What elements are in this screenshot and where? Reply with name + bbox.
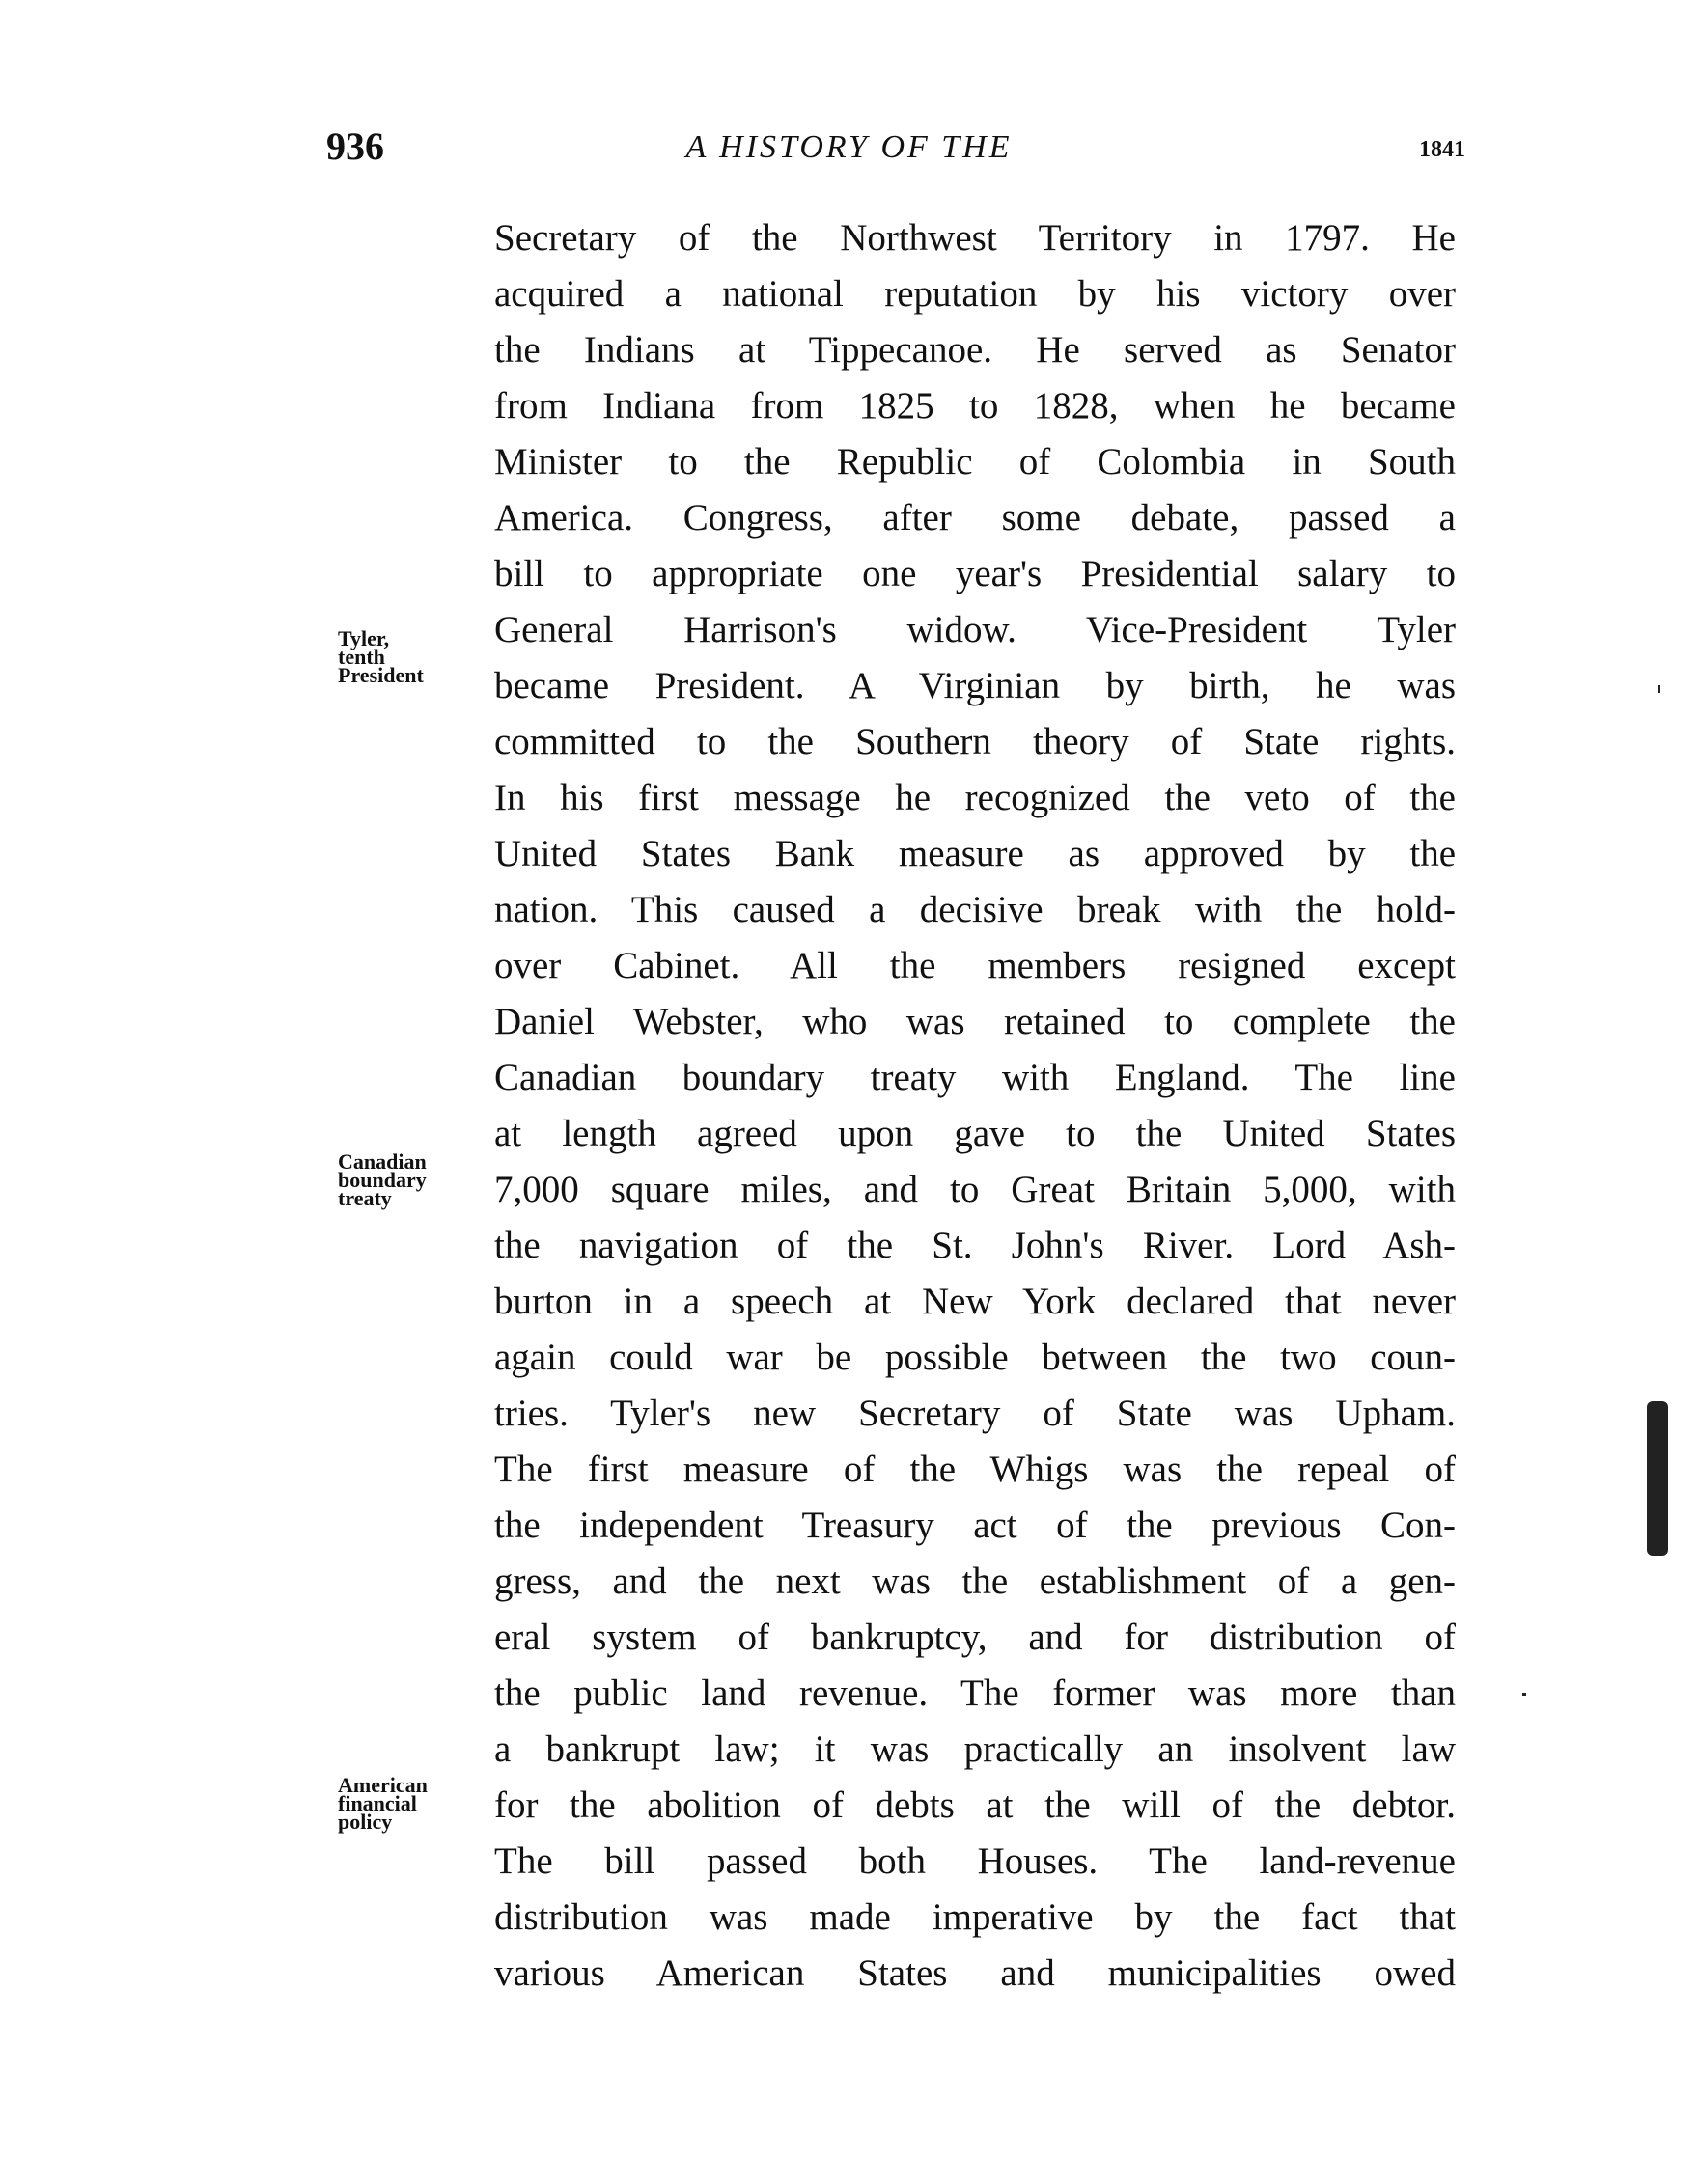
text-line: the navigation of the St. John's River. Lord Ash- — [494, 1225, 1456, 1266]
text-line: Minister to the Republic of Colombia in South — [494, 441, 1456, 483]
text-line: over Cabinet. All the members resigned except — [494, 945, 1456, 986]
note-line: Tyler, — [338, 626, 390, 650]
text-line: In his first message he recognized the veto of the — [494, 777, 1456, 818]
text-line: the public land revenue. The former was more than — [494, 1673, 1456, 1714]
note-line: tenth — [338, 645, 385, 669]
text-line: again could war be possible between the two coun- — [494, 1337, 1456, 1378]
scan-speck — [1522, 1693, 1526, 1696]
text-line: acquired a national reputation by his victory over — [494, 273, 1456, 315]
note-line: President — [338, 663, 424, 687]
scan-artifact — [1647, 1401, 1668, 1556]
text-line: at length agreed upon gave to the United States — [494, 1113, 1456, 1154]
text-line: 7,000 square miles, and to Great Britain 5,000, with — [494, 1169, 1456, 1210]
text-line: Canadian boundary treaty with England. The line — [494, 1057, 1456, 1098]
note-line: treaty — [338, 1186, 392, 1210]
text-line: from Indiana from 1825 to 1828, when he became — [494, 385, 1456, 427]
text-line: America. Congress, after some debate, passed a — [494, 497, 1456, 539]
text-line: a bankrupt law; it was practically an insolvent law — [494, 1728, 1456, 1770]
body-text — [494, 210, 1456, 2002]
scan-speck — [1658, 685, 1660, 693]
text-line: for the abolition of debts at the will of the debtor. — [494, 1784, 1456, 1826]
text-line: The first measure of the Whigs was the repeal of — [494, 1449, 1456, 1490]
margin-note-financial-policy — [338, 1773, 428, 1834]
running-title: A HISTORY OF THE — [685, 129, 1013, 165]
text-line: Daniel Webster, who was retained to complete the — [494, 1001, 1456, 1042]
text-line: the Indians at Tippecanoe. He served as Senator — [494, 329, 1456, 371]
text-line: General Harrison's widow. Vice-President Tyler — [494, 609, 1456, 650]
text-line: The bill passed both Houses. The land-revenue — [494, 1840, 1456, 1882]
page-number: 936 — [326, 124, 384, 168]
text-line: gress, and the next was the establishment of a gen- — [494, 1561, 1456, 1602]
text-line: bill to appropriate one year's Presidential salary to — [494, 553, 1456, 594]
text-line: eral system of bankruptcy, and for distribution of — [494, 1617, 1456, 1658]
note-line: boundary — [338, 1168, 427, 1192]
text-line: committed to the Southern theory of State rights. — [494, 721, 1456, 762]
margin-note-canadian-boundary — [338, 1149, 427, 1210]
text-line: the independent Treasury act of the previous Con- — [494, 1505, 1456, 1546]
text-line: various American States and municipalities owed — [494, 1952, 1456, 1994]
text-line: United States Bank measure as approved by the — [494, 833, 1456, 874]
text-line: became President. A Virginian by birth, he was — [494, 665, 1456, 706]
note-line: policy — [338, 1810, 393, 1834]
margin-note-tyler — [338, 626, 424, 687]
note-line: American — [338, 1773, 428, 1797]
text-line: burton in a speech at New York declared that never — [494, 1281, 1456, 1322]
text-line: Secretary of the Northwest Territory in 1797. He — [494, 217, 1456, 259]
note-line: financial — [338, 1791, 417, 1815]
text-line: distribution was made imperative by the fact that — [494, 1896, 1456, 1938]
note-line: Canadian — [338, 1149, 427, 1174]
text-line: nation. This caused a decisive break with the hold- — [494, 889, 1456, 930]
running-year: 1841 — [1419, 137, 1465, 162]
text-line: tries. Tyler's new Secretary of State was Upham. — [494, 1393, 1456, 1434]
